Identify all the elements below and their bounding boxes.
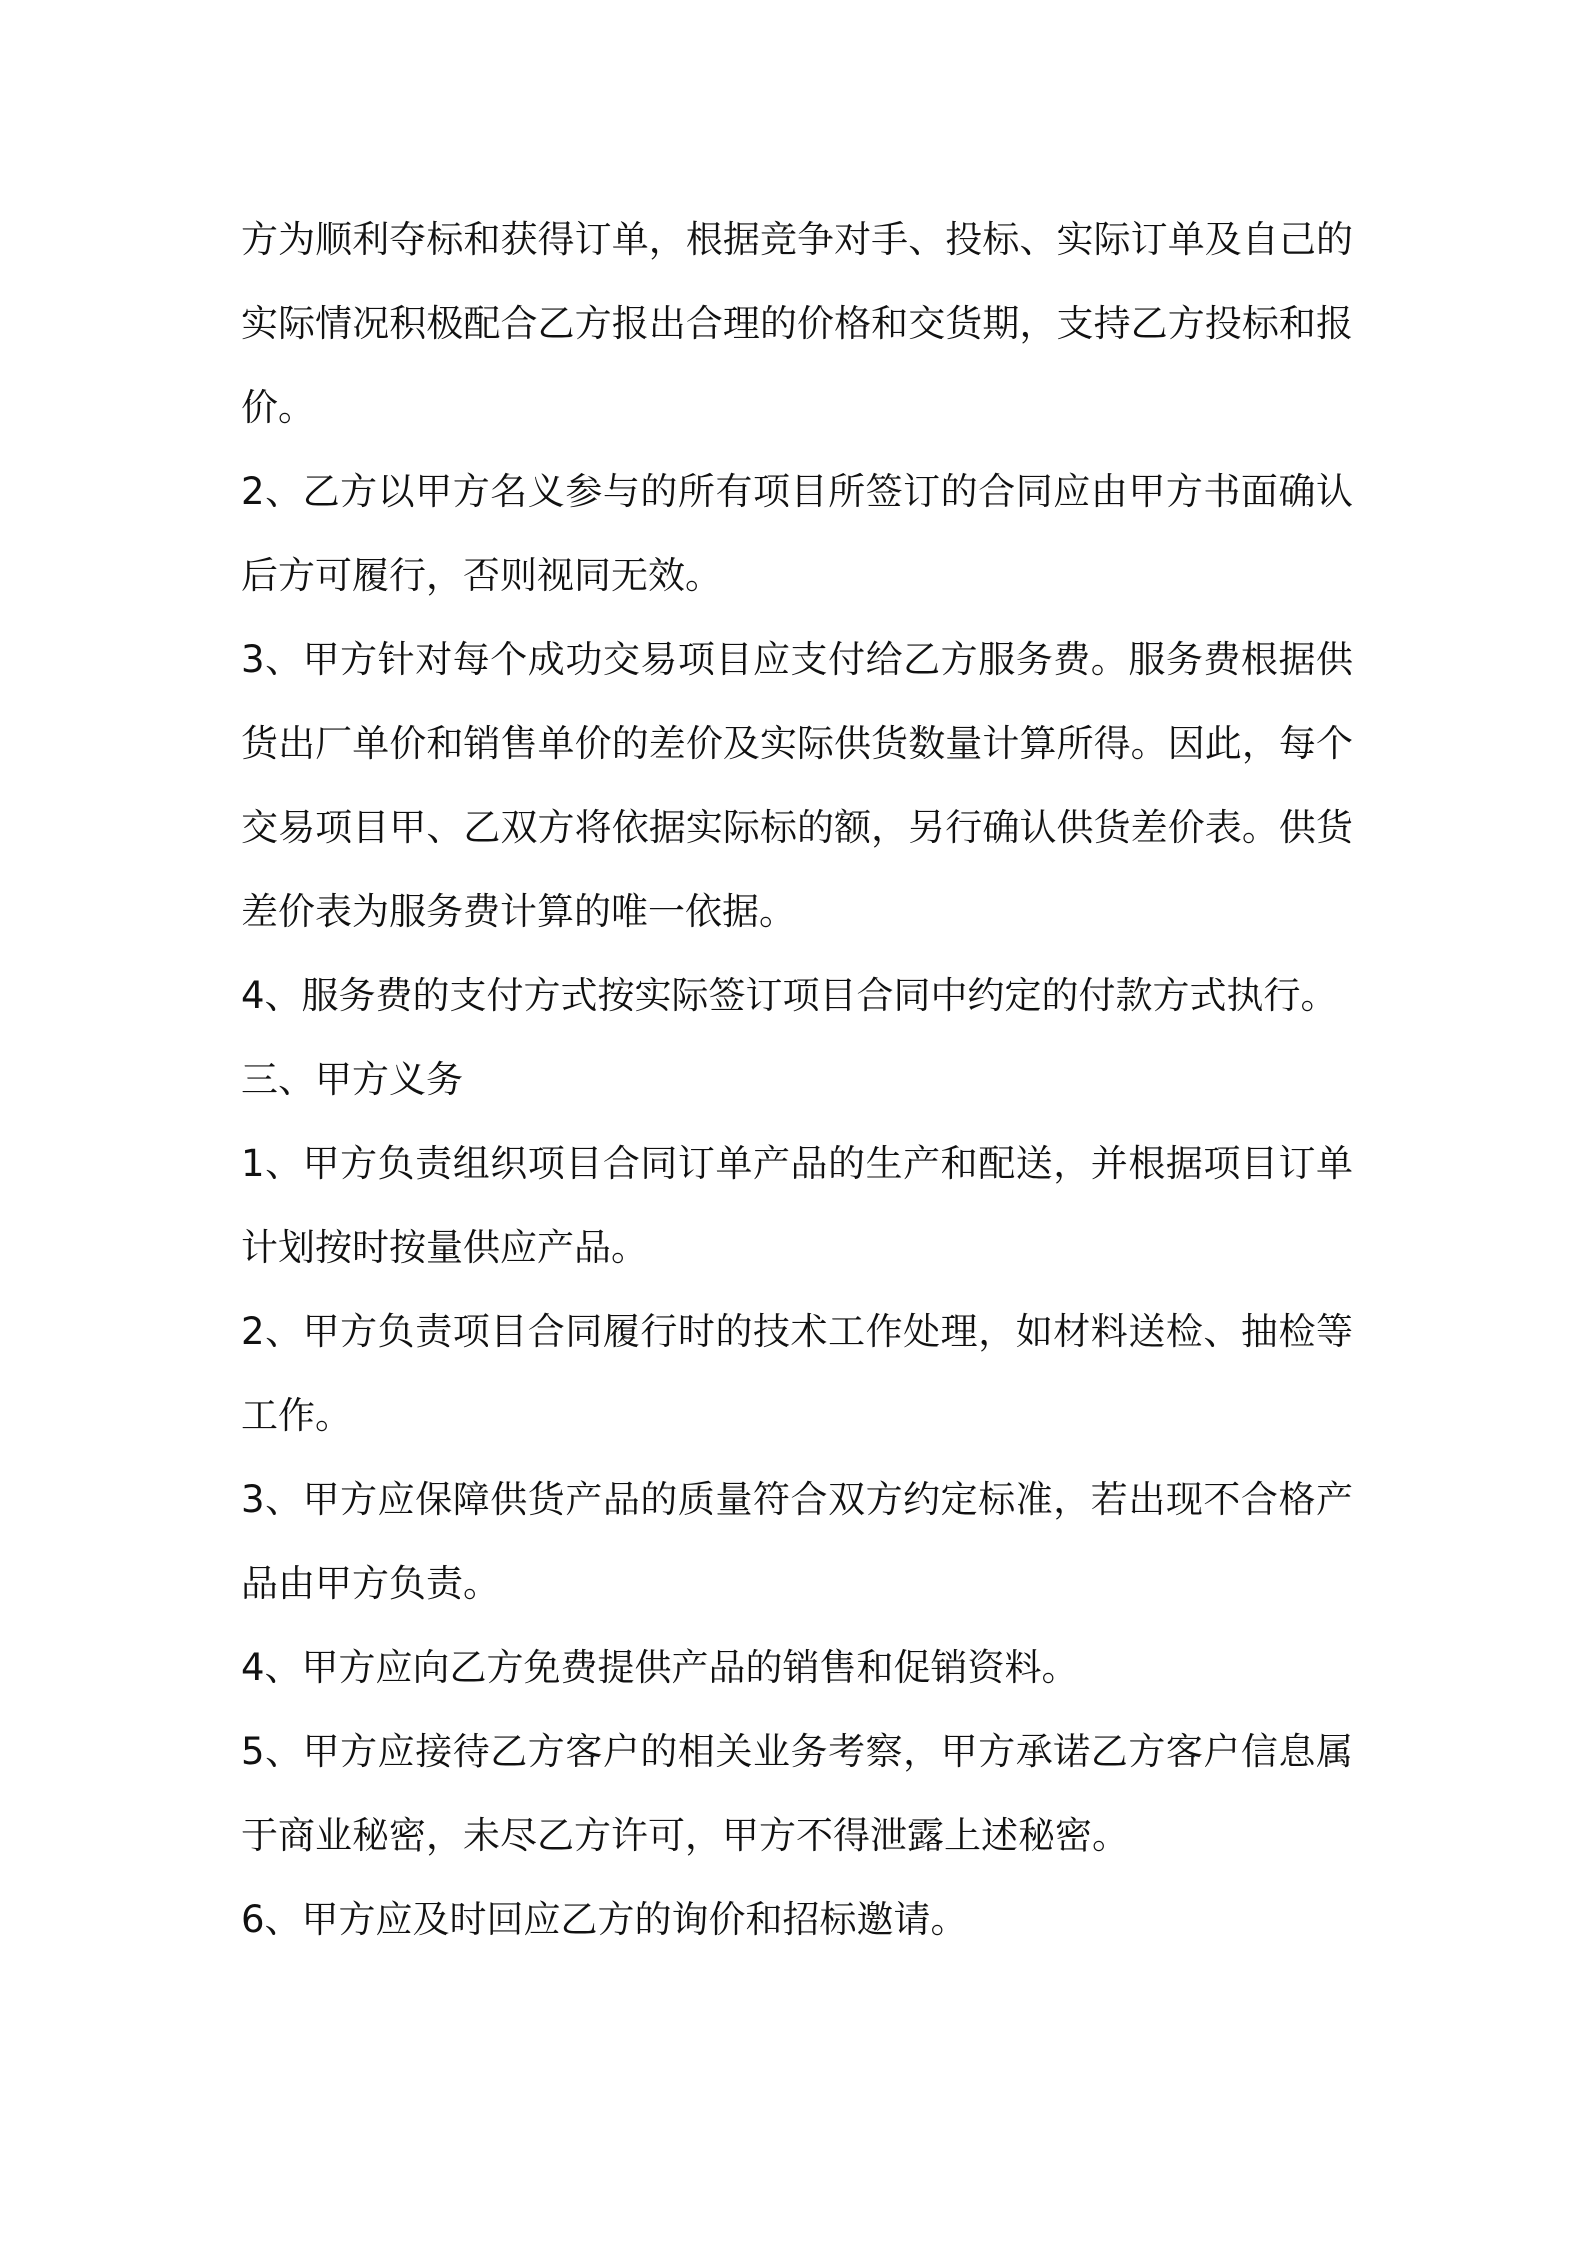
- paragraph-clause-3-2: 2、甲方负责项目合同履行时的技术工作处理，如材料送检、抽检等工作。: [241, 1310, 1353, 1437]
- section-heading-party-a-obligations: 三、甲方义务: [241, 1058, 463, 1101]
- document-body: [241, 198, 1353, 1962]
- paragraph-clause-3-6: 6、甲方应及时回应乙方的询价和招标邀请。: [241, 1898, 968, 1941]
- paragraph-clause-2-3: 3、甲方针对每个成功交易项目应支付给乙方服务费。服务费根据供货出厂单价和销售单价的差价及实际供货数量计算所得。因此，每个交易项目甲、乙双方将依据实际标的额，另行确认供货差价表。供货差价表为服务费计算的唯一依据。: [241, 638, 1353, 933]
- paragraph-clause-3-1: 1、甲方负责组织项目合同订单产品的生产和配送，并根据项目订单计划按时按量供应产品。: [241, 1142, 1353, 1269]
- paragraph-clause-3-3: 3、甲方应保障供货产品的质量符合双方约定标准，若出现不合格产品由甲方负责。: [241, 1478, 1353, 1605]
- paragraph-clause-3-5: 5、甲方应接待乙方客户的相关业务考察，甲方承诺乙方客户信息属于商业秘密，未尽乙方许可，甲方不得泄露上述秘密。: [241, 1730, 1353, 1857]
- paragraph-clause-2-4: 4、服务费的支付方式按实际签订项目合同中约定的付款方式执行。: [241, 974, 1338, 1017]
- paragraph-clause-2-2: 2、乙方以甲方名义参与的所有项目所签订的合同应由甲方书面确认后方可履行，否则视同无效。: [241, 470, 1353, 597]
- paragraph-clause-3-4: 4、甲方应向乙方免费提供产品的销售和促销资料。: [241, 1646, 1079, 1689]
- paragraph-continuation: 方为顺利夺标和获得订单，根据竞争对手、投标、实际订单及自己的实际情况积极配合乙方报出合理的价格和交货期，支持乙方投标和报价。: [241, 218, 1353, 429]
